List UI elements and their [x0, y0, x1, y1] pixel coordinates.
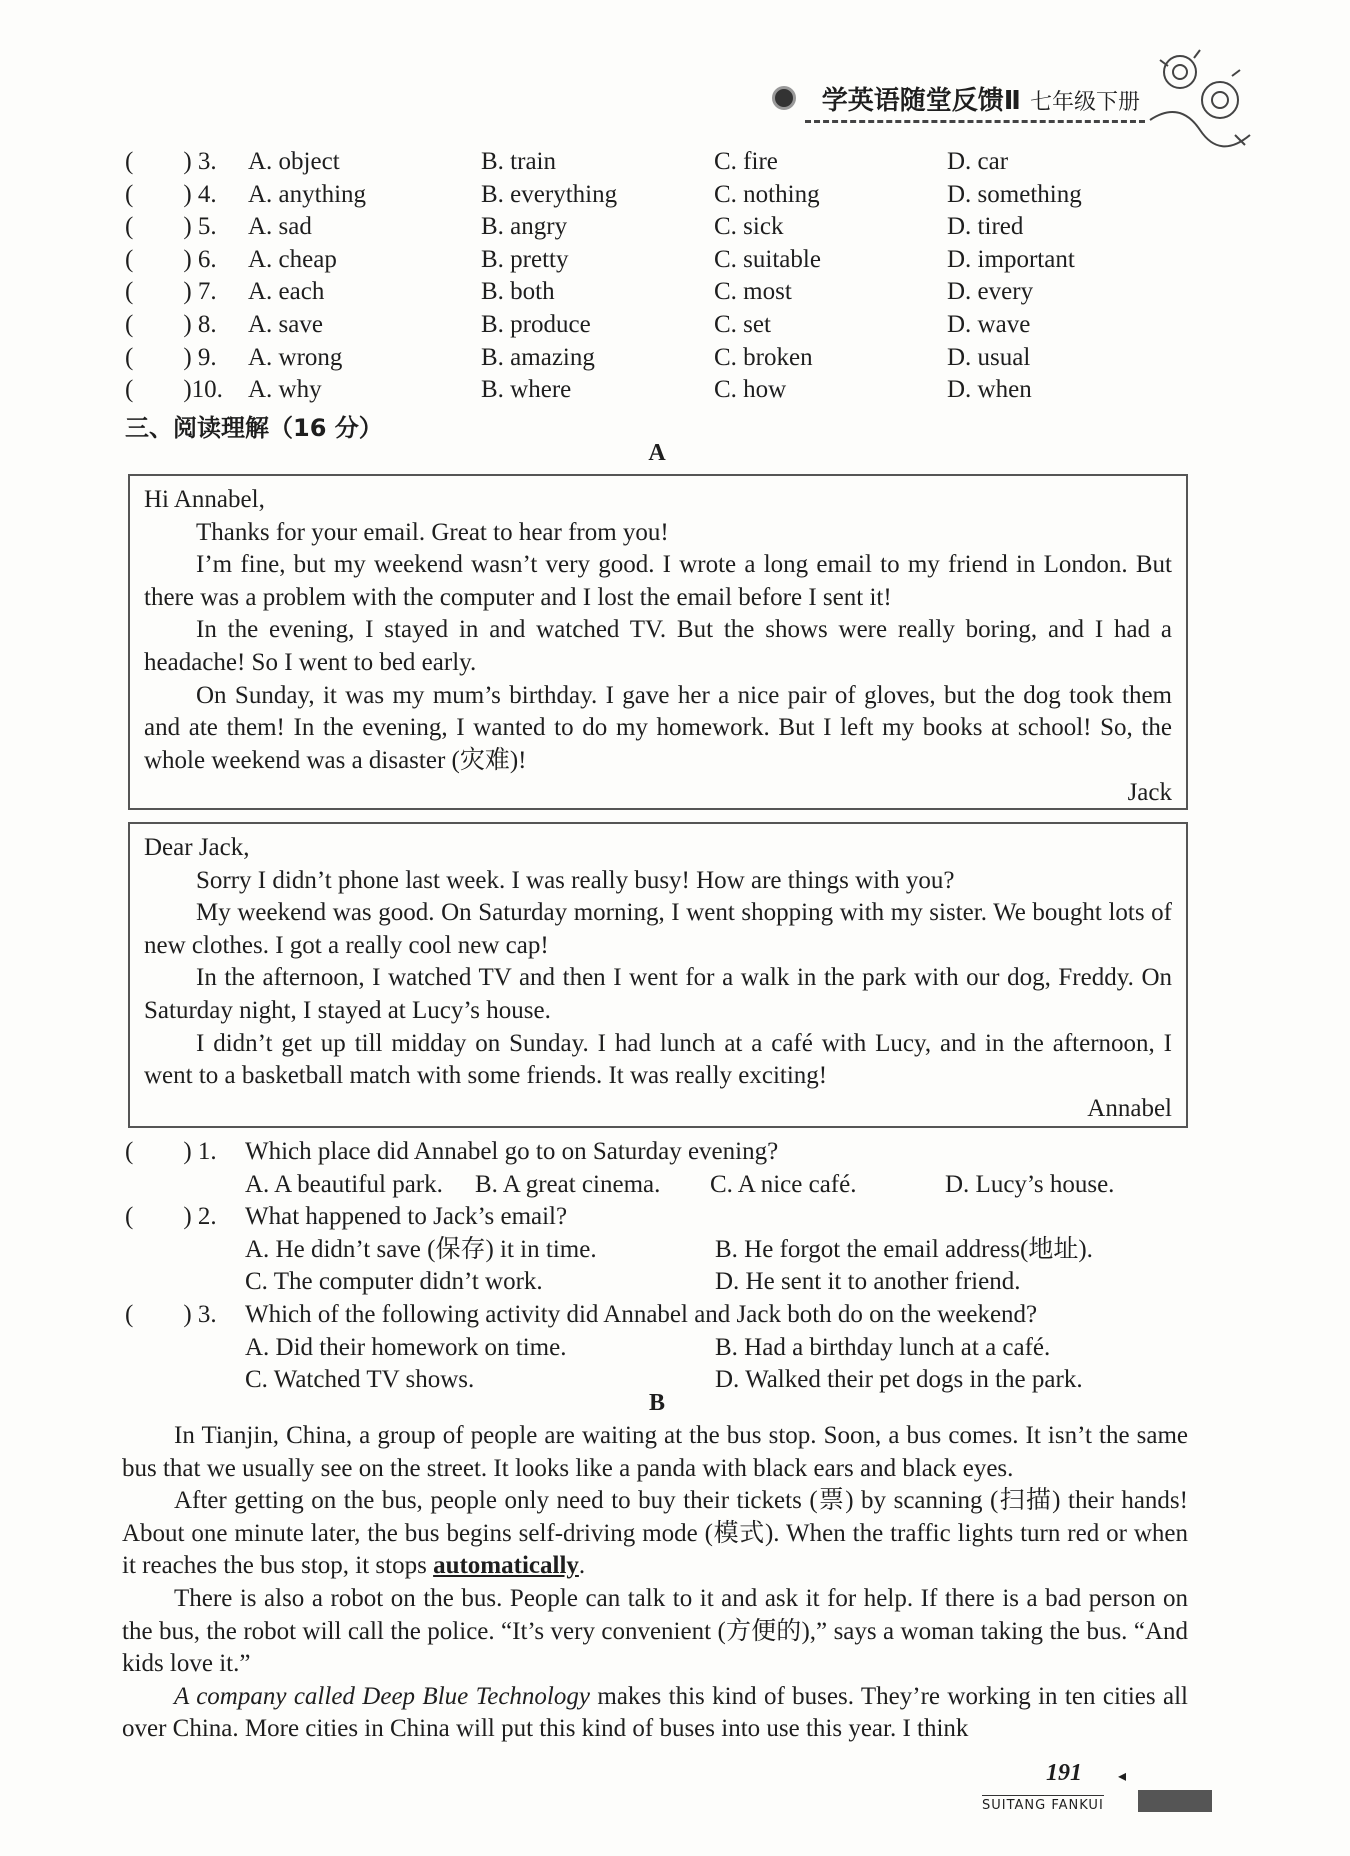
option-d: D. Lucy’s house.	[945, 1170, 1115, 1198]
option-a: A. anything	[248, 180, 367, 208]
option-c: C. nothing	[714, 180, 820, 208]
passage-text: makes this kind of buses. They’re working in ten cities all over China. More cities in China will put this kind of buses into use this year. I think	[122, 1682, 1188, 1743]
part-b-label: B	[648, 1390, 665, 1416]
passage-b	[122, 1420, 1188, 1746]
option-c: C. how	[714, 376, 787, 404]
option-d: D. when	[947, 376, 1032, 404]
option-b: B. where	[481, 376, 572, 404]
running-header	[822, 80, 1140, 117]
option-d: D. Walked their pet dogs in the park.	[715, 1366, 1083, 1394]
question-number: ( ) 2.	[125, 1203, 217, 1230]
option-c: C. suitable	[714, 245, 821, 273]
question-stem: Which place did Annabel go to on Saturday evening?	[245, 1138, 779, 1165]
option-b: B. produce	[481, 310, 591, 338]
option-d: D. important	[947, 245, 1075, 273]
option-a: A. wrong	[248, 343, 343, 371]
footer-brand: SUITANG FANKUI	[982, 1795, 1104, 1813]
header-subtitle: 七年级下册	[1029, 90, 1140, 115]
option-d: D. usual	[947, 343, 1031, 371]
question-number: ( )10.	[125, 376, 223, 404]
option-d: D. He sent it to another friend.	[715, 1268, 1021, 1296]
passage-paragraph: There is also a robot on the bus. People can talk to it and ask it for help. If there is a bad person on the bus, the robot will call the police. “It’s very convenient (方便的),” says a woman taking the bus. “And kids love it.”	[122, 1584, 1188, 1678]
letter-paragraph: In the afternoon, I watched TV and then I went for a walk in the park with our dog, Freddy. On Saturday night, I stayed at Lucy’s house.	[144, 964, 1172, 1024]
option-d: D. tired	[947, 213, 1024, 241]
option-b: B. both	[481, 278, 555, 306]
letter-paragraph: In the evening, I stayed in and watched TV. But the shows were really boring, and I had a headache! So I went to bed early.	[144, 616, 1172, 676]
question-number: ( ) 3.	[125, 148, 217, 175]
option-b: B. angry	[481, 213, 568, 241]
option-d: D. wave	[947, 310, 1031, 338]
option-b: B. amazing	[481, 343, 595, 371]
question-number: ( ) 3.	[125, 1301, 217, 1328]
option-a: A. A beautiful park.	[245, 1170, 443, 1198]
letter-paragraph: Sorry I didn’t phone last week. I was really busy! How are things with you?	[196, 866, 955, 894]
option-d: D. car	[947, 148, 1009, 175]
option-d: D. every	[947, 278, 1034, 306]
option-b: B. everything	[481, 180, 618, 208]
question-number: ( ) 1.	[125, 1138, 217, 1165]
option-a: A. cheap	[248, 245, 337, 273]
question-number: ( ) 4.	[125, 180, 217, 208]
letter-from-jack	[128, 474, 1188, 810]
letter-from-annabel	[128, 822, 1188, 1128]
letter-paragraph: I didn’t get up till midday on Sunday. I had lunch at a café with Lucy, and in the afternoon, I went to a basketball match with some friends. It was really exciting!	[144, 1029, 1172, 1090]
page-number: 191	[1046, 1760, 1082, 1786]
option-c: C. most	[714, 278, 792, 306]
passage-paragraph: In Tianjin, China, a group of people are waiting at the bus stop. Soon, a bus comes. It isn’t the same bus that we usually see on the street. It looks like a panda with black ears and black eyes.	[122, 1422, 1188, 1482]
question-stem: What happened to Jack’s email?	[245, 1203, 568, 1230]
option-c: C. A nice café.	[710, 1170, 857, 1198]
option-c: C. The computer didn’t work.	[245, 1268, 543, 1296]
option-a: A. sad	[248, 213, 312, 241]
option-b: B. A great cinema.	[475, 1170, 661, 1198]
option-c: C. sick	[714, 213, 784, 241]
section-title: 三、阅读理解（16 分）	[125, 414, 383, 442]
question-3	[125, 1299, 1185, 1397]
option-c: C. set	[714, 310, 771, 338]
question-1	[125, 1136, 1185, 1201]
question-stem: Which of the following activity did Annabel and Jack both do on the weekend?	[245, 1301, 1038, 1328]
option-row	[125, 146, 1225, 179]
passage-paragraph	[122, 1485, 1188, 1583]
option-b: B. He forgot the email address(地址).	[715, 1235, 1093, 1263]
floral-decoration-icon	[1140, 40, 1260, 150]
question-number: ( ) 5.	[125, 213, 217, 241]
option-row	[125, 342, 1225, 375]
letter-paragraph: My weekend was good. On Saturday morning, I went shopping with my sister. We bought lots of new clothes. I got a really cool new cap!	[144, 899, 1172, 959]
passage-text: After getting on the bus, people only need to buy their tickets (票) by scanning (扫描) their hands! About one minute later, the bus begins self-driving mode (模式). When the traffic lights turn red or when it reaches the bus stop, it stops	[122, 1487, 1188, 1580]
option-a: A. why	[248, 376, 322, 404]
option-a: A. Did their homework on time.	[245, 1333, 567, 1361]
letter-paragraph: Thanks for your email. Great to hear from you!	[196, 518, 669, 546]
option-row	[125, 244, 1225, 277]
option-a: A. each	[248, 278, 325, 306]
option-row	[125, 211, 1225, 244]
header-bullet-icon	[772, 86, 796, 110]
question-number: ( ) 9.	[125, 343, 217, 371]
option-c: C. Watched TV shows.	[245, 1366, 475, 1394]
passage-text: A company called Deep Blue Technology	[174, 1682, 590, 1710]
option-row	[125, 309, 1225, 342]
letter-paragraph: I’m fine, but my weekend wasn’t very good. I wrote a long email to my friend in London. But there was a problem with the computer and I lost the email before I sent it!	[144, 551, 1172, 611]
arrow-icon: ◂	[1118, 1768, 1127, 1785]
option-b: B. train	[481, 148, 556, 175]
passage-paragraph	[122, 1681, 1188, 1746]
letter-greeting: Dear Jack,	[144, 834, 250, 861]
letter-paragraph: On Sunday, it was my mum’s birthday. I gave her a nice pair of gloves, but the dog took them and ate them! In the evening, I wanted to do my homework. But I left my books at school! So, the whole weekend was a disaster (灾难)!	[144, 681, 1172, 774]
question-2	[125, 1201, 1185, 1299]
brand-logo-icon	[1138, 1790, 1212, 1812]
highlighted-word: automatically	[433, 1552, 579, 1580]
option-d: D. something	[947, 180, 1082, 208]
option-a: A. He didn’t save (保存) it in time.	[245, 1235, 597, 1263]
option-c: C. fire	[714, 148, 778, 175]
letter-signature: Annabel	[1087, 1094, 1172, 1122]
part-a-label: A	[648, 440, 666, 466]
option-a: A. object	[248, 148, 340, 175]
letter-greeting: Hi Annabel,	[144, 486, 265, 513]
question-number: ( ) 6.	[125, 245, 217, 273]
option-row	[125, 374, 1225, 407]
option-row	[125, 276, 1225, 309]
option-c: C. broken	[714, 343, 813, 371]
option-b: B. Had a birthday lunch at a café.	[715, 1333, 1051, 1361]
passage-text: .	[578, 1552, 586, 1580]
question-number: ( ) 8.	[125, 310, 217, 338]
option-a: A. save	[248, 310, 323, 338]
question-number: ( ) 7.	[125, 278, 217, 306]
cloze-options	[125, 146, 1225, 407]
header-divider	[805, 120, 1145, 123]
header-title: 学英语随堂反馈Ⅱ	[821, 86, 1021, 116]
letter-signature: Jack	[1127, 779, 1172, 807]
option-b: B. pretty	[481, 245, 569, 273]
option-row	[125, 179, 1225, 212]
